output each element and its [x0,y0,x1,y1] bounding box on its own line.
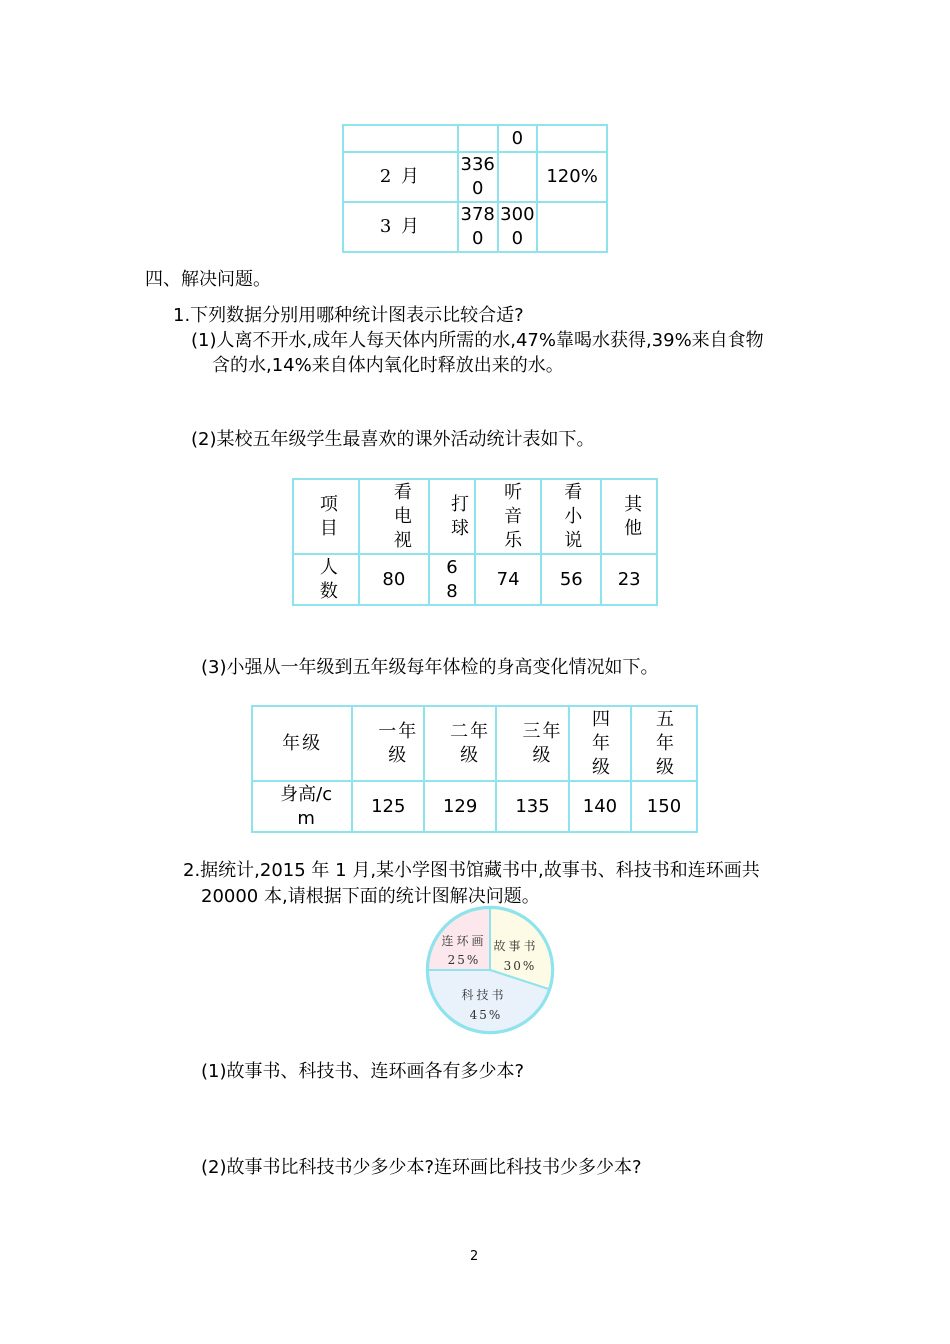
table-cell: 68 [429,554,475,605]
question-1-part-3: (3)小强从一年级到五年级每年体检的身高变化情况如下。 [201,657,659,678]
pie-value-comic: 25% [447,953,481,967]
table-row [293,554,657,605]
table-row [343,125,607,152]
table-cell [458,125,498,152]
height-table [251,705,698,833]
table-header-cell: 打球 [429,479,475,554]
table-cell: 129 [424,781,496,832]
table-header-row [252,706,697,781]
table-header-cell: 四年级 [569,706,631,781]
table-header-cell: 看电视 [359,479,429,554]
pie-label-comic: 连环画 [441,934,487,948]
table-row [252,781,697,832]
table-cell: 2 月 [343,152,458,202]
table-cell: 120% [537,152,607,202]
question-2-sub-2: (2)故事书比科技书少多少本?连环画比科技书少多少本? [201,1157,642,1178]
table-header-row [293,479,657,554]
question-2-sub-1: (1)故事书、科技书、连环画各有多少本? [201,1061,525,1082]
question-2-line-1: 2.据统计,2015 年 1 月,某小学图书馆藏书中,故事书、科技书和连环画共 [183,860,760,881]
table-header-cell: 听音乐 [475,479,541,554]
pie-value-science: 45% [469,1008,503,1022]
activity-table [292,478,658,606]
table-cell [343,125,458,152]
book-pie-chart [420,903,560,1039]
pie-label-science: 科技书 [461,988,507,1002]
income-table [342,124,608,253]
section-title: 四、解决问题。 [145,269,271,290]
table-header-cell: 看小说 [541,479,601,554]
question-1-part-1-line-2: 含的水,14%来自体内氧化时释放出来的水。 [212,355,564,376]
table-cell: 74 [475,554,541,605]
table-header-cell: 其他 [601,479,657,554]
table-cell: 3 月 [343,202,458,252]
question-1-part-1-line-1: (1)人离不开水,成年人每天体内所需的水,47%靠喝水获得,39%来自食物 [191,330,764,351]
table-cell: 人数 [293,554,359,605]
table-row [343,202,607,252]
table-cell [537,125,607,152]
table-cell: 150 [631,781,697,832]
table-cell: 56 [541,554,601,605]
table-cell: 3000 [498,202,538,252]
table-row [343,152,607,202]
table-cell: 3360 [458,152,498,202]
table-cell [498,152,538,202]
table-cell [537,202,607,252]
table-header-cell: 一年级 [352,706,424,781]
question-2-line-2: 20000 本,请根据下面的统计图解决问题。 [201,886,540,907]
table-header-cell: 年级 [252,706,352,781]
pie-value-story: 30% [503,959,537,973]
table-header-cell: 五年级 [631,706,697,781]
table-cell: 23 [601,554,657,605]
table-header-cell: 三年级 [496,706,569,781]
table-cell: 0 [498,125,538,152]
question-1-title: 1.下列数据分别用哪种统计图表示比较合适? [173,305,524,326]
table-cell: 80 [359,554,429,605]
table-cell: 135 [496,781,569,832]
table-cell: 身高/cm [252,781,352,832]
question-1-part-2: (2)某校五年级学生最喜欢的课外活动统计表如下。 [191,429,595,450]
table-header-cell: 项目 [293,479,359,554]
table-cell: 125 [352,781,424,832]
table-cell: 3780 [458,202,498,252]
pie-label-story: 故事书 [493,939,539,953]
table-cell: 140 [569,781,631,832]
page-number: 2 [470,1249,479,1264]
table-header-cell: 二年级 [424,706,496,781]
